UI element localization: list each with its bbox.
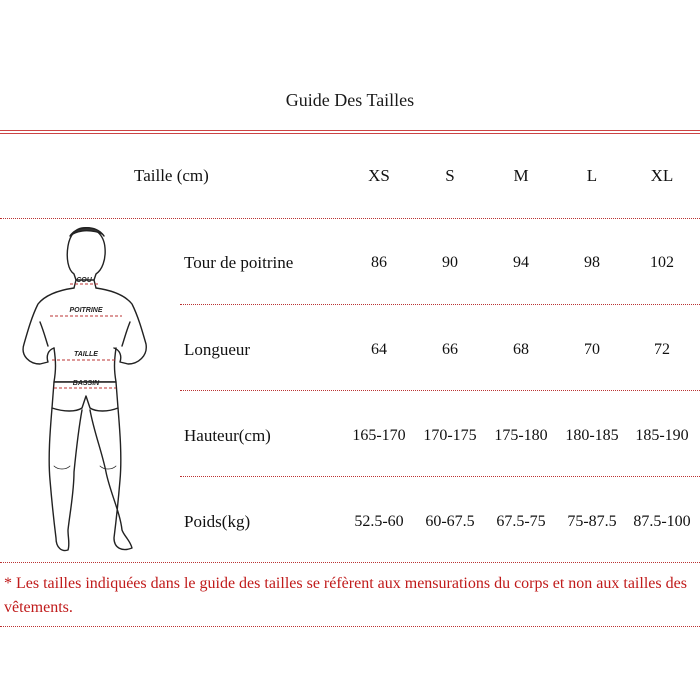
row-label-chest: Tour de poitrine bbox=[184, 253, 294, 272]
table-cell: 94 bbox=[513, 254, 529, 271]
header-divider bbox=[0, 218, 700, 219]
bottom-divider bbox=[0, 626, 700, 627]
table-cell: 70 bbox=[584, 341, 600, 358]
table-cell: 170-175 bbox=[423, 427, 477, 444]
top-rule bbox=[0, 130, 700, 131]
table-cell: 64 bbox=[371, 341, 387, 358]
figure-label-neck: COU bbox=[76, 277, 92, 284]
table-cell: 180-185 bbox=[565, 427, 619, 444]
size-header-xl: XL bbox=[650, 166, 674, 185]
top-rule-second bbox=[0, 133, 700, 134]
table-cell: 102 bbox=[650, 254, 674, 271]
table-cell: 75-87.5 bbox=[567, 513, 617, 530]
table-cell: 175-180 bbox=[494, 427, 548, 444]
table-cell: 87.5-100 bbox=[633, 513, 691, 530]
size-header-s: S bbox=[445, 166, 455, 185]
table-cell: 165-170 bbox=[352, 427, 406, 444]
body-measurement-figure bbox=[10, 222, 160, 562]
table-cell: 98 bbox=[584, 254, 600, 271]
figure-label-hips: BASSIN bbox=[72, 380, 100, 387]
size-header-label: Taille (cm) bbox=[134, 166, 209, 185]
page-title: Guide Des Tailles bbox=[285, 90, 415, 110]
table-cell: 60-67.5 bbox=[425, 513, 475, 530]
table-bottom-divider bbox=[0, 562, 700, 563]
table-cell: 67.5-75 bbox=[496, 513, 546, 530]
size-header-xs: XS bbox=[368, 166, 390, 185]
table-cell: 86 bbox=[371, 254, 387, 271]
table-cell: 185-190 bbox=[635, 427, 689, 444]
figure-label-waist: TAILLE bbox=[74, 351, 98, 358]
table-cell: 90 bbox=[442, 254, 458, 271]
row-divider bbox=[180, 390, 700, 391]
row-label-weight: Poids(kg) bbox=[184, 512, 251, 531]
figure-label-chest: POITRINE bbox=[69, 307, 103, 314]
row-divider bbox=[180, 476, 700, 477]
row-label-length: Longueur bbox=[184, 340, 251, 359]
row-divider bbox=[180, 304, 700, 305]
table-cell: 72 bbox=[654, 341, 670, 358]
table-cell: 52.5-60 bbox=[354, 513, 404, 530]
row-label-height: Hauteur(cm) bbox=[184, 426, 271, 445]
size-header-m: M bbox=[513, 166, 529, 185]
footnote: * Les tailles indiquées dans le guide des tailles se réfèrent aux mensurations du corps et non aux tailles des vêtements. bbox=[4, 575, 687, 616]
size-header-l: L bbox=[586, 166, 598, 185]
table-cell: 68 bbox=[513, 341, 529, 358]
table-cell: 66 bbox=[442, 341, 458, 358]
